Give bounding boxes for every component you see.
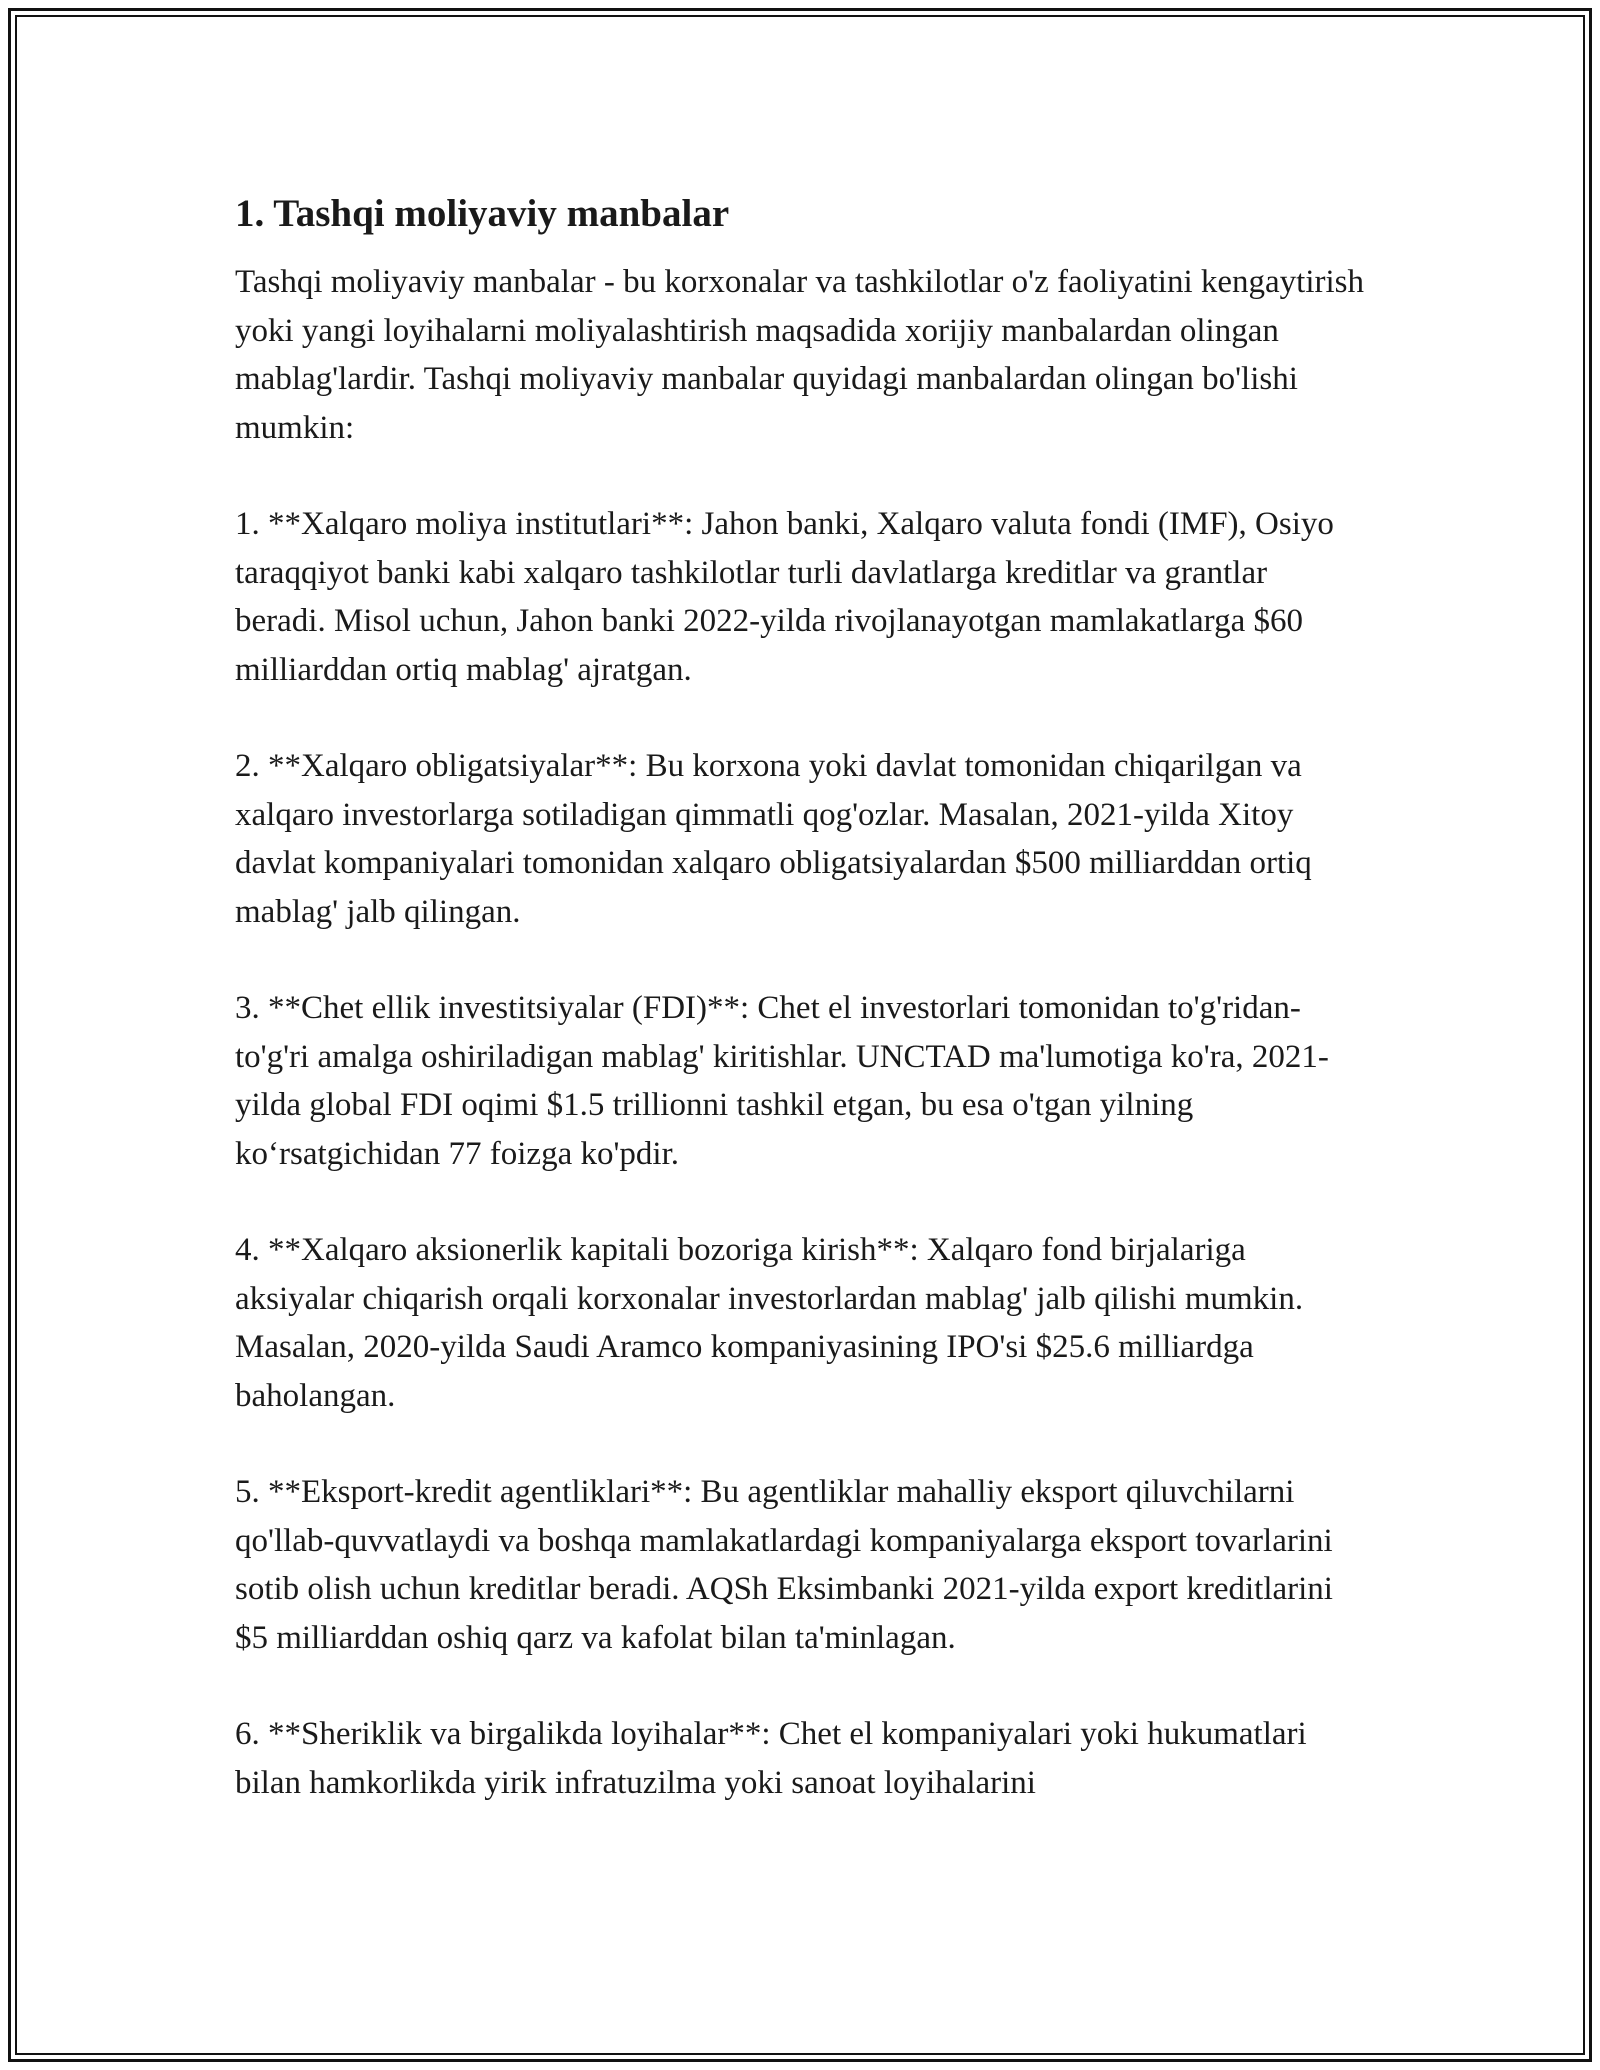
section-heading: 1. Tashqi moliyaviy manbalar [235,192,730,235]
list-item-3: 3. **Chet ellik investitsiyalar (FDI)**: Chet el investorlari tomonidan to'g'ridan-to'g'ri amalga oshiriladigan mablag' kiritishlar. UNCTAD ma'lumotiga ko'ra, 2021-yilda global FDI oqimi $1.5 trillionni tashkil etgan, bu esa o'tgan yilning ko‘rsatgichidan 77 foizga ko'pdir. [235,990,1329,1172]
list-item-2: 2. **Xalqaro obligatsiyalar**: Bu korxona yoki davlat tomonidan chiqarilgan va xalqaro investorlarga sotiladigan qimmatli qog'ozlar. Masalan, 2021-yilda Xitoy davlat kompaniyalari tomonidan xalqaro obligatsiyalardan $500 milliarddan ortiq mablag' jalb qilingan. [235,748,1312,930]
list-item-5: 5. **Eksport-kredit agentliklari**: Bu agentliklar mahalliy eksport qiluvchilarni qo'llab-quvvatlaydi va boshqa mamlakatlardagi kompaniyalarga eksport tovarlarini sotib olish uchun kreditlar beradi. AQSh Eksimbanki 2021-yilda export kreditlarini $5 milliarddan oshiq qarz va kafolat bilan ta'minlagan. [235,1474,1333,1656]
list-item-4: 4. **Xalqaro aksionerlik kapitali bozoriga kirish**: Xalqaro fond birjalariga aksiyalar chiqarish orqali korxonalar investorlardan mablag' jalb qilishi mumkin. Masalan, 2020-yilda Saudi Aramco kompaniyasining IPO'si $25.6 milliardga baholangan. [235,1232,1304,1414]
document-page [235,188,1365,1855]
list-item-1: 1. **Xalqaro moliya institutlari**: Jahon banki, Xalqaro valuta fondi (IMF), Osiyo taraqqiyot banki kabi xalqaro tashkilotlar turli davlatlarga kreditlar va grantlar beradi. Misol uchun, Jahon banki 2022-yilda rivojlanayotgan mamlakatlarga $60 milliarddan ortiq mablag' ajratgan. [235,506,1334,688]
intro-paragraph: Tashqi moliyaviy manbalar - bu korxonalar va tashkilotlar o'z faoliyatini kengaytirish yoki yangi loyihalarni moliyalashtirish maqsadida xorijiy manbalardan olingan mablag'lardir. Tashqi moliyaviy manbalar quyidagi manbalardan olingan bo'lishi mumkin: [235,264,1364,446]
list-item-6: 6. **Sheriklik va birgalikda loyihalar**: Chet el kompaniyalari yoki hukumatlari bilan hamkorlikda yirik infratuzilma yoki sanoat loyihalarini [235,1716,1307,1801]
